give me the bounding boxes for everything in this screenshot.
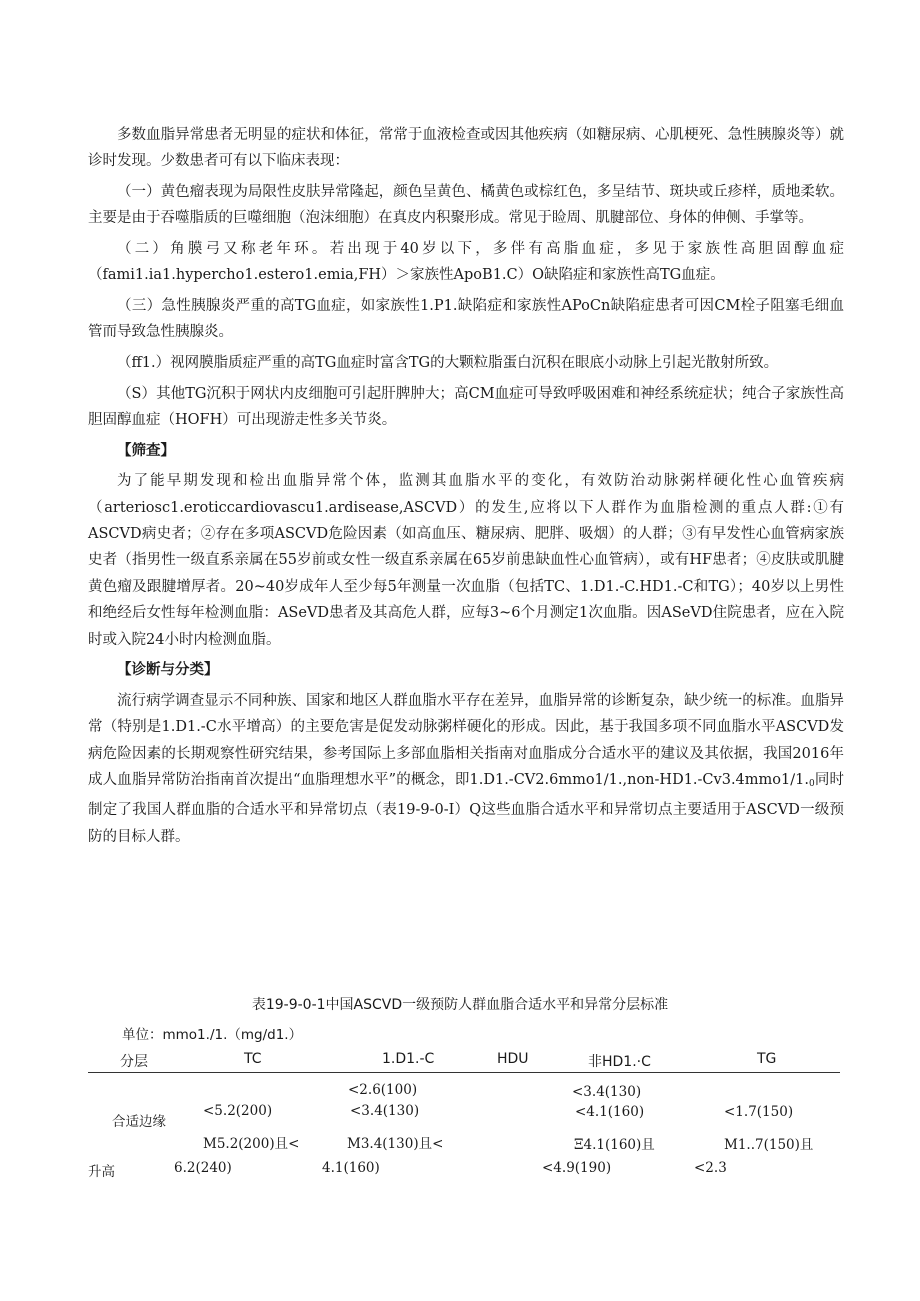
paragraph-lipemia-retinalis: （ff1.）视网膜脂质症严重的高TG血症时富含TG的大颗粒脂蛋白沉积在眼底小动脉上引起光散射所致。 [117, 355, 779, 371]
table-cell: <1.7(150) [724, 1104, 794, 1120]
table-title: 表19-9-0-1中国ASCVD一级预防人群血脂合适水平和异常分层标准 [251, 997, 669, 1013]
section-heading-diagnosis: 【诊断与分类】 [117, 662, 219, 679]
table-cell: <5.2(200) [203, 1103, 273, 1119]
table-header-nonhdl: 非HD1.·C [588, 1054, 651, 1070]
table-header-tc: TC [244, 1051, 262, 1067]
table-cell: <4.9(190) [542, 1160, 612, 1176]
table-cell: M3.4(130)且< [347, 1136, 444, 1152]
paragraph-xanthoma: （一）黄色瘤表现为局限性皮肤异常隆起，颜色呈黄色、橘黄色或棕红色，多呈结节、斑块或丘疹样，质地柔软。主要是由于吞噬脂质的巨噬细胞（泡沫细胞）在真皮内积聚形成。常见于睑周、肌腱部位、身体的伸侧、手掌等。 [88, 184, 844, 227]
table-cell: M5.2(200)且< [203, 1136, 300, 1152]
paragraph-screening: 为了能早期发现和检出血脂异常个体，监测其血脂水平的变化，有效防治动脉粥样硬化性心血管疾病（arteriosc1.eroticcardiovascu1.ardisease,ASCVD）的发生,应将以下人群作为血脂检测的重点人群:①有ASCVD病史者；②存在多项ASCVD危险因素（如高血压、糖尿病、肥胖、吸烟）的人群；③有早发性心血管病家族史者（指男性一级直系亲属在55岁前或女性一级直系亲属在65岁前患缺血性心血管病），或有HF患者；④皮肤或肌腱黄色瘤及跟腱增厚者。20~40岁成年人至少每5年测量一次血脂（包括TC、1.D1.-C.HD1.-C和TG）；40岁以上男性和绝经后女性每年检测血脂：ASeVD患者及其高危人群，应每3~6个月测定1次血脂。因ASeVD住院患者，应在入院时或入院24小时内检测血脂。 [88, 473, 844, 648]
section-heading-screening: 【筛查】 [117, 442, 175, 459]
table-row-label: 合适边缘 [112, 1114, 166, 1130]
table-cell: <2.3 [694, 1160, 727, 1176]
table-header-hdl: HDU [497, 1051, 529, 1067]
table-row-label: 升高 [88, 1164, 115, 1180]
body-text [88, 122, 844, 854]
paragraph-pancreatitis: （三）急性胰腺炎严重的高TG血症，如家族性1.P1.缺陷症和家族性APoCn缺陷症患者可因CM栓子阻塞毛细血管而导致急性胰腺炎。 [88, 298, 844, 341]
table-cell: 6.2(240) [174, 1160, 232, 1176]
paragraph-diagnosis-subscript: 0 [808, 779, 815, 790]
table-cell: M1..7(150)且 [724, 1137, 814, 1153]
table-cell: <2.6(100) [348, 1082, 418, 1098]
table-header-tg: TG [757, 1051, 777, 1067]
table-cell: <3.4(130) [350, 1103, 420, 1119]
table-cell: Ξ4.1(160)且 [574, 1137, 655, 1153]
table-header-rule [88, 1072, 840, 1073]
paragraph-arcus: （二）角膜弓又称老年环。若出现于40岁以下，多伴有高脂血症，多见于家族性高胆固醇血症（fami1.ia1.hypercho1.estero1.emia,FH）＞家族性ApoB1.C）O缺陷症和家族性高TG血症。 [88, 241, 844, 284]
table-cell: <4.1(160) [575, 1104, 645, 1120]
table-cell: <3.4(130) [572, 1084, 642, 1100]
paragraph-diagnosis-part1: 流行病学调查显示不同种族、国家和地区人群血脂水平存在差异，血脂异常的诊断复杂，缺少统一的标准。血脂异常（特别是1.D1.-C水平增高）的主要危害是促发动脉粥样硬化的形成。因此，基于我国多项不同血脂水平ASCVD发病危险因素的长期观察性研究结果，参考国际上多部血脂相关指南对血脂成分合适水平的建议及其依据，我国2016年成人血脂异常防治指南首次提出“血脂理想水平”的概念，即1.D1.-CV2.6mmo1∕1.,non-HD1.-Cv3.4mmo1∕1. [88, 692, 844, 789]
table-unit: 单位：mmo1./1.（mg∕d1.） [122, 1027, 303, 1043]
table-header-tier: 分层 [120, 1054, 148, 1070]
paragraph-other: （S）其他TG沉积于网状内皮细胞可引起肝脾肿大；高CM血症可导致呼吸困难和神经系统症状；纯合子家族性高胆固醇血症（HOFH）可出现游走性多关节炎。 [88, 385, 844, 428]
paragraph-intro: 多数血脂异常患者无明显的症状和体征，常常于血液检查或因其他疾病（如糖尿病、心肌梗死、急性胰腺炎等）就诊时发现。少数患者可有以下临床表现： [88, 127, 844, 170]
paragraph-diagnosis [88, 688, 844, 850]
table-cell: 4.1(160) [322, 1160, 380, 1176]
paragraph-diagnosis-part2: 同时制定了我国人群血脂的合适水平和异常切点（表19-9-0-I）Q这些血脂合适水平和异常切点主要适用于ASCVD一级预防的目标人群。 [88, 772, 844, 845]
table-header-ldl: 1.D1.-C [382, 1051, 435, 1067]
